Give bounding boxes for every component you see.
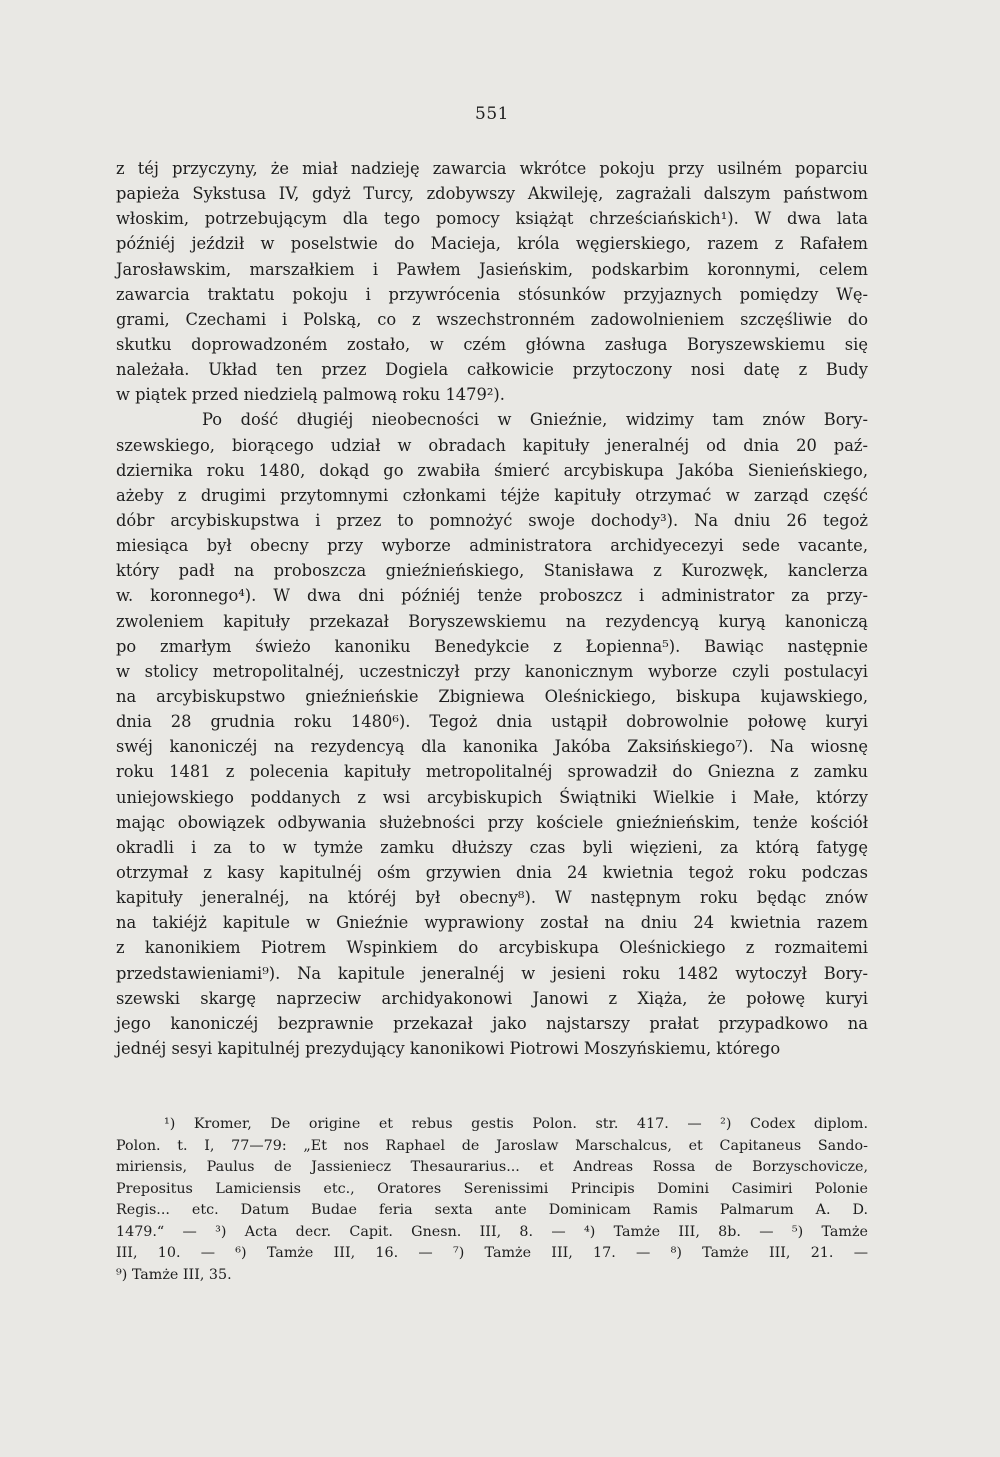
text-line: na takiéjż kapitule w Gnieźnie wyprawiony został na dniu 24 kwietnia razem (116, 913, 868, 933)
text-line: dziernika roku 1480, dokąd go zwabiła śmierć arcybiskupa Jakóba Sienieńskiego, (116, 460, 868, 480)
footnote-line: miriensis, Paulus de Jassieniecz Thesaurarius... et Andreas Rossa de Borzyschovicze, (116, 1159, 868, 1175)
text-line: miesiąca był obecny przy wyborze administratora archidyecezyi sede vacante, (116, 536, 868, 556)
main-text (116, 156, 868, 1061)
footnotes (116, 1114, 868, 1286)
text-line: swéj kanoniczéj na rezydencyą dla kanonika Jakóba Zaksińskiego⁷). Na wiosnę (116, 737, 868, 757)
text-line: w stolicy metropolitalnéj, uczestniczył przy kanonicznym wyborze czyli postulacyi (116, 661, 868, 681)
text-line: szewski skargę naprzeciw archidyakonowi Janowi z Xiąża, że połowę kuryi (116, 988, 868, 1008)
footnote-line: 1479.“ — ³) Acta decr. Capit. Gnesn. III, 8. — ⁴) Tamże III, 8b. — ⁵) Tamże (116, 1223, 868, 1240)
text-line: uniejowskiego poddanych z wsi arcybiskupich Świątniki Wielkie i Małe, którzy (116, 787, 868, 807)
text-line: włoskim, potrzebującym dla tego pomocy książąt chrześciańskich¹). W dwa lata (116, 209, 868, 229)
text-line: dnia 28 grudnia roku 1480⁶). Tegoż dnia ustąpił dobrowolnie połowę kuryi (116, 712, 868, 732)
text-line: mając obowiązek odbywania służebności przy kościele gnieźnieńskim, tenże kościół (116, 812, 868, 832)
text-line: na arcybiskupstwo gnieźnieńskie Zbigniewa Oleśnickiego, biskupa kujawskiego, (116, 686, 868, 706)
text-line: grami, Czechami i Polską, co z wszechstronném zadowolnieniem szczęśliwie do (116, 309, 868, 329)
text-line: dóbr arcybiskupstwa i przez to pomnożyć swoje dochody³). Na dniu 26 tegoż (116, 510, 868, 530)
footnote-line: ⁹) Tamże III, 35. (116, 1266, 232, 1283)
text-line: otrzymał z kasy kapitulnéj ośm grzywien dnia 24 kwietnia tegoż roku podczas (116, 862, 868, 882)
footnote-line: Polon. t. I, 77—79: „Et nos Raphael de Jaroslaw Marschalcus, et Capitaneus Sando- (116, 1137, 868, 1154)
text-line: skutku doprowadzoném zostało, w czém główna zasługa Boryszewskiemu się (116, 334, 868, 354)
text-line: z kanonikiem Piotrem Wspinkiem do arcybiskupa Oleśnickiego z rozmaitemi (116, 938, 868, 958)
text-line: Jarosławskim, marszałkiem i Pawłem Jasieńskim, podskarbim koronnymi, celem (116, 259, 868, 279)
text-line: papieża Sykstusa IV, gdyż Turcy, zdobywszy Akwileję, zagrażali dalszym państwom (116, 184, 868, 204)
text-line: w piątek przed niedzielą palmową roku 1479²). (116, 385, 505, 405)
footnote-line: ¹) Kromer, De origine et rebus gestis Polon. str. 417. — ²) Codex diplom. (164, 1116, 868, 1132)
text-line: zawarcia traktatu pokoju i przywrócenia stósunków przyjaznych pomiędzy Wę- (116, 284, 868, 304)
footnote-line: III, 10. — ⁶) Tamże III, 16. — ⁷) Tamże III, 17. — ⁸) Tamże III, 21. — (116, 1245, 868, 1261)
text-line: przedstawieniami⁹). Na kapitule jeneralnéj w jesieni roku 1482 wytoczył Bory- (116, 963, 868, 983)
text-line: kapituły jeneralnéj, na któréj był obecny⁸). W następnym roku będąc znów (116, 888, 868, 908)
footnote-line: Prepositus Lamiciensis etc., Oratores Serenissimi Principis Domini Casimiri Polonie (116, 1180, 868, 1197)
text-line: późniéj jeździł w poselstwie do Macieja, króla węgierskiego, razem z Rafałem (116, 234, 868, 254)
text-line: w. koronnego⁴). W dwa dni późniéj tenże proboszcz i administrator za przy- (116, 586, 868, 606)
page-number: 551 (475, 104, 509, 124)
text-line: szewskiego, biorącego udział w obradach kapituły jeneralnéj od dnia 20 paź- (116, 435, 868, 455)
text-line: który padł na proboszcza gnieźnieńskiego, Stanisława z Kurozwęk, kanclerza (116, 561, 868, 581)
text-line: jego kanoniczéj bezprawnie przekazał jako najstarszy prałat przypadkowo na (116, 1013, 868, 1033)
text-line: okradli i za to w tymże zamku dłuższy czas byli więzieni, za którą fatygę (116, 837, 868, 857)
text-line: jednéj sesyi kapitulnéj prezydujący kanonikowi Piotrowi Moszyńskiemu, którego (116, 1038, 781, 1058)
text-line: z téj przyczyny, że miał nadzieję zawarcia wkrótce pokoju przy usilném poparciu (116, 159, 868, 178)
footnote-line: Regis... etc. Datum Budae feria sexta ante Dominicam Ramis Palmarum A. D. (116, 1202, 868, 1218)
text-line: należała. Układ ten przez Dogiela całkowicie przytoczony nosi datę z Budy (116, 360, 868, 380)
text-line: roku 1481 z polecenia kapituły metropolitalnéj sprowadził do Gniezna z zamku (116, 762, 868, 782)
paragraph-start-line: Po dość długiéj nieobecności w Gnieźnie, widzimy tam znów Bory- (202, 410, 868, 430)
text-line: zwoleniem kapituły przekazał Boryszewskiemu na rezydencyą kuryą kanoniczą (116, 611, 868, 631)
text-line: ażeby z drugimi przytomnymi członkami téjże kapituły otrzymać w zarząd część (116, 485, 868, 505)
text-line: po zmarłym świeżo kanoniku Benedykcie z Łopienna⁵). Bawiąc następnie (116, 636, 868, 656)
